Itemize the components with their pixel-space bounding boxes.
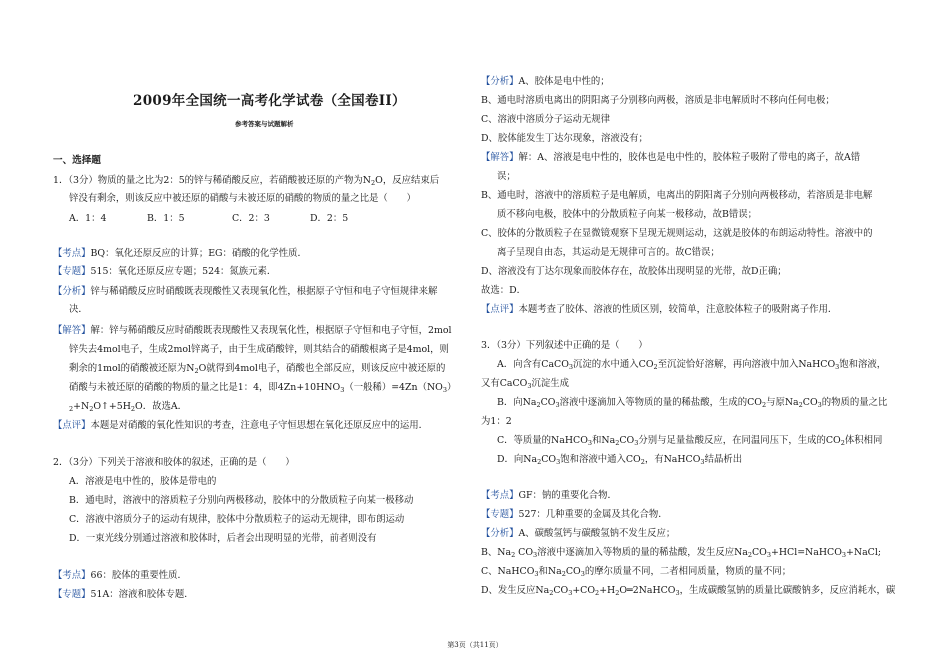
q2-stem: 2．（3分）下列关于溶液和胶体的叙述，正确的是（ ） [53, 457, 295, 468]
q3-zhuanti: 【专题】527：几种重要的金属及其化合物． [481, 509, 668, 520]
q1-option-d: D．2：5 [310, 213, 349, 224]
q2-jieda-line1: 【解答】解：A、溶液是电中性的，胶体也是电中性的，胶体粒子吸附了带电的离子，故A错 [481, 152, 861, 163]
q2-jieda-line8: 故选：D． [481, 285, 527, 296]
q2-option-c: C．溶液中溶质分子的运动有规律，胶体中分散质粒子的运动无规律，即布朗运动 [69, 514, 405, 525]
q2-jieda-line5: C、胶体的分散质粒子在显微镜观察下呈现无规则运动，这就是胶体的布朗运动特性。溶液中的 [481, 228, 873, 239]
q2-option-d: D．一束光线分别通过溶液和胶体时，后者会出现明显的光带，前者则没有 [69, 533, 377, 544]
fenxi-tag: 【分析】 [481, 528, 519, 539]
q1-option-b: B．1：5 [147, 213, 185, 224]
q3-stem: 3．（3分）下列叙述中正确的是（ ） [481, 340, 648, 351]
q2-jieda-line4: 质不移向电极，胶体中的分散质粒子向某一极移动，故B错误； [497, 209, 758, 220]
fenxi-tag: 【分析】 [481, 76, 519, 87]
q1-dianping: 【点评】本题是对硝酸的氧化性知识的考查，注意电子守恒思想在氧化还原反应中的运用． [53, 420, 429, 431]
q2-option-b: B．通电时，溶液中的溶质粒子分别向两极移动，胶体中的分散质粒子向某一极移动 [69, 495, 414, 506]
q3-option-c: C．等质量的NaHCO$_3$和$Na_2CO_3$分别与足量盐酸反应，在同温同压下，生成的$CO_2$体积相同 [497, 435, 883, 447]
q3-option-a-line2: 又有CaCO$_3$沉淀生成 [481, 378, 570, 390]
q3-option-b-line2: 为1：2 [481, 416, 512, 427]
jieda-tag: 【解答】 [481, 152, 519, 163]
q2-jieda-line3: B、通电时，溶液中的溶质粒子是电解质，电离出的阴阳离子分别向两极移动，若溶质是非电解 [481, 190, 873, 201]
q1-fenxi-line2: 决． [69, 304, 88, 315]
q1-jieda-line5: $_2+N_2O↑+5H_2O$．故选A． [69, 401, 187, 413]
q3-option-b-line1: B．向$Na_2CO_3$溶液中逐滴加入等物质的量的稀盐酸，生成的$CO_2$与原$Na_2CO_3$的物质的量之比 [497, 397, 888, 409]
dianping-tag: 【点评】 [481, 304, 519, 315]
q3-option-d: D．向$Na_2CO_3$饱和溶液中通入$CO_2$，有NaHCO$_3$结晶析出 [497, 454, 743, 466]
section-heading: 一、选择题 [53, 155, 101, 166]
q2-fenxi-b: B、通电时溶质电离出的阴阳离子分别移向两极，溶质是非电解质时不移向任何电极； [481, 95, 835, 106]
q1-fenxi-line1: 【分析】锌与稀硝酸反应时硝酸既表现酸性又表现氧化性，根据原子守恒和电子守恒规律来解 [53, 286, 438, 297]
q2-jieda-line2: 误； [497, 171, 516, 182]
page-title: 2009年全国统一高考化学试卷（全国卷II） [133, 93, 406, 109]
q1-jieda-line4: 硝酸与未被还原的硝酸的物质的量之比是1：4，即$4Zn+10HNO_3$（一般稀）$=4Zn(NO_3)$ [69, 382, 457, 394]
q2-option-a: A．溶液是电中性的，胶体是带电的 [69, 476, 217, 487]
zhuanti-tag: 【专题】 [481, 509, 519, 520]
q2-dianping: 【点评】本题考查了胶体、溶液的性质区别，较简单，注意胶体粒子的吸附离子作用． [481, 304, 838, 315]
q1-zhuanti: 【专题】515：氧化还原反应专题；524：氮族元素． [53, 266, 277, 277]
kaodian-tag: 【考点】 [53, 248, 91, 259]
zhuanti-tag: 【专题】 [53, 589, 91, 600]
jieda-tag: 【解答】 [53, 325, 91, 336]
q3-fenxi-a: 【分析】A、碳酸氢钙与碳酸氢钠不发生反应； [481, 528, 676, 539]
q1-stem-line2: 锌没有剩余，则该反应中被还原的硝酸与未被还原的硝酸的物质的量之比是（ ） [69, 193, 416, 204]
kaodian-tag: 【考点】 [481, 490, 519, 501]
q1-jieda-line3: 剩余的1mol的硝酸被还原为$N_2O$就得到4mol电子，硝酸也全部反应，则该反应中被还原的 [69, 363, 446, 375]
fenxi-tag: 【分析】 [53, 286, 91, 297]
q2-fenxi-d: D、胶体能发生丁达尔现象，溶液没有； [481, 133, 648, 144]
q2-fenxi-a: 【分析】A、胶体是电中性的； [481, 76, 610, 87]
dianping-tag: 【点评】 [53, 420, 91, 431]
kaodian-tag: 【考点】 [53, 570, 91, 581]
page-subtitle: 参考答案与试题解析 [235, 120, 294, 128]
q3-fenxi-b: B、$Na_2$ $CO_3$溶液中逐滴加入等物质的量的稀盐酸，发生反应$Na_2CO_3+HCl=NaHCO_3+NaCl$; [481, 547, 882, 559]
q2-zhuanti: 【专题】51A：溶液和胶体专题． [53, 589, 194, 600]
q3-fenxi-d: D、发生反应$Na_2CO_3+CO_2+H_2O═2NaHCO_3$，生成碳酸氢钠的质量比碳酸钠多，反应消耗水，碳 [481, 585, 896, 597]
page-footer: 第3页（共11页） [447, 641, 503, 649]
q2-jieda-line6: 离子呈现自由态，其运动是无规律可言的。故C错误； [497, 247, 720, 258]
q3-option-a-line1: A．向含有CaCO$_3$沉淀的水中通入$CO_2$至沉淀恰好溶解，再向溶液中加入NaHCO$_3$饱和溶液， [497, 359, 887, 371]
q2-fenxi-c: C、溶液中溶质分子运动无规律 [481, 114, 611, 125]
q3-fenxi-c: C、NaHCO$_3$和$Na_2CO_3$的摩尔质量不同，二者相同质量，物质的量不同； [481, 566, 792, 578]
q3-kaodian: 【考点】GF：钠的重要化合物． [481, 490, 617, 501]
q1-option-c: C．2：3 [232, 213, 270, 224]
q1-kaodian: 【考点】BQ：氧化还原反应的计算；EG：硝酸的化学性质． [53, 248, 307, 259]
q1-option-a: A．1：4 [69, 213, 107, 224]
q1-jieda-line1: 【解答】解：锌与稀硝酸反应时硝酸既表现酸性又表现氧化性，根据原子守恒和电子守恒，2mol [53, 325, 452, 336]
zhuanti-tag: 【专题】 [53, 266, 91, 277]
q2-kaodian: 【考点】66：胶体的重要性质． [53, 570, 187, 581]
q1-stem-line1: 1．（3分）物质的量之比为2：5的锌与稀硝酸反应，若硝酸被还原的产物为$N_2O$，反应结束后 [53, 175, 440, 187]
q2-jieda-line7: D、溶液没有丁达尔现象而胶体存在，故胶体出现明显的光带，故D正确； [481, 266, 787, 277]
q1-jieda-line2: 锌失去4mol电子，生成2mol锌离子，由于生成硝酸锌，则其结合的硝酸根离子是4mol，则 [69, 344, 449, 355]
